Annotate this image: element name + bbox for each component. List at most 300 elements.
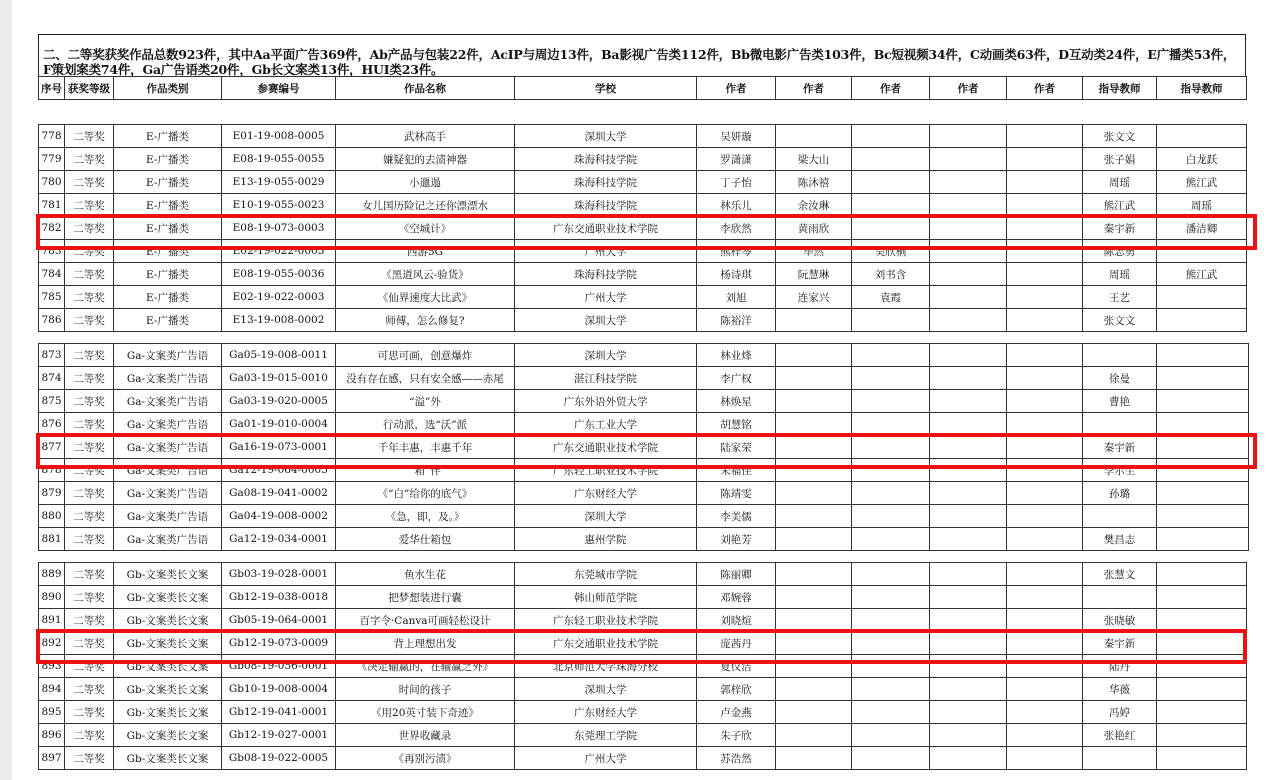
table-cell	[852, 217, 930, 240]
column-header: 作者	[1007, 77, 1083, 100]
table-cell: Gb-文案类长文案	[114, 724, 222, 747]
table-cell	[1007, 125, 1083, 148]
table-cell: E-广播类	[114, 309, 222, 332]
table-cell: Gb05-19-064-0001	[222, 609, 336, 632]
table-row	[39, 171, 1247, 194]
table-cell	[1007, 413, 1083, 436]
table-cell: Ga04-19-008-0002	[222, 505, 336, 528]
table-cell	[776, 344, 852, 367]
table-cell	[1157, 482, 1249, 505]
table-cell	[1157, 609, 1247, 632]
table-cell	[776, 528, 852, 551]
table-cell: 780	[39, 171, 65, 194]
table-cell: 刘艳芳	[697, 528, 776, 551]
table-cell: 二等奖	[65, 747, 114, 770]
table-cell: 890	[39, 586, 65, 609]
table-cell	[930, 413, 1007, 436]
table-cell: 二等奖	[65, 528, 114, 551]
table-cell: 二等奖	[65, 148, 114, 171]
table-cell: 梁大山	[776, 148, 852, 171]
table-cell	[1157, 632, 1247, 655]
table-cell	[930, 367, 1007, 390]
table-cell	[1007, 655, 1083, 678]
table-cell: Gb-文案类长文案	[114, 609, 222, 632]
table-cell	[1007, 344, 1083, 367]
table-cell	[852, 528, 930, 551]
table-cell	[1157, 390, 1249, 413]
table-cell	[852, 586, 930, 609]
table-cell: 北京师范大学珠海分校	[515, 655, 697, 678]
table-cell	[930, 724, 1007, 747]
column-header: 作品名称	[336, 77, 515, 100]
table-row	[39, 344, 1249, 367]
table-cell: 李美儒	[697, 505, 776, 528]
table-row	[39, 309, 1247, 332]
table-cell: 韩山师范学院	[515, 586, 697, 609]
table-cell	[776, 413, 852, 436]
table-cell: E08-19-055-0036	[222, 263, 336, 286]
table-row	[39, 678, 1247, 701]
table-cell	[930, 701, 1007, 724]
table-cell: Gb-文案类长文案	[114, 632, 222, 655]
table-cell: 朱子欣	[697, 724, 776, 747]
table-cell: 潘洁卿	[1157, 217, 1247, 240]
table-cell: 吴欣桐	[852, 240, 930, 263]
table-cell	[1157, 586, 1247, 609]
table-cell: 林业烽	[697, 344, 776, 367]
table-cell: 二等奖	[65, 563, 114, 586]
table-cell	[930, 286, 1007, 309]
table-cell: 广东交通职业技术学院	[515, 217, 697, 240]
table-cell	[852, 390, 930, 413]
table-cell	[776, 563, 852, 586]
table-cell: 郭梓欣	[697, 678, 776, 701]
table-cell: 卢金燕	[697, 701, 776, 724]
table-cell: 陈靖雯	[697, 482, 776, 505]
table-cell	[930, 528, 1007, 551]
table-row	[39, 240, 1247, 263]
table-cell	[930, 747, 1007, 770]
table-cell: 陈裕洋	[697, 309, 776, 332]
table-cell: Gb12-19-027-0001	[222, 724, 336, 747]
table-cell	[1007, 609, 1083, 632]
table-cell	[776, 309, 852, 332]
table-cell: 二等奖	[65, 240, 114, 263]
table-cell: 苏浩然	[697, 747, 776, 770]
table-cell: Gb10-19-008-0004	[222, 678, 336, 701]
table-cell: 徐曼	[1083, 367, 1157, 390]
table-cell	[776, 505, 852, 528]
table-cell	[852, 655, 930, 678]
table-row	[39, 390, 1249, 413]
table-cell	[1157, 125, 1247, 148]
table-cell: 邓婉蓉	[697, 586, 776, 609]
table-cell	[852, 632, 930, 655]
table-cell: 778	[39, 125, 65, 148]
table-cell: 刘晓煊	[697, 609, 776, 632]
table-cell: 千年丰惠，丰惠千年	[336, 436, 515, 459]
table-cell: 东莞城市学院	[515, 563, 697, 586]
table-cell	[1157, 724, 1247, 747]
table-cell	[930, 632, 1007, 655]
table-cell: 师傅，怎么修复?	[336, 309, 515, 332]
table-cell: 女儿国历险记之还你漂漂水	[336, 194, 515, 217]
table-cell: 张文文	[1083, 125, 1157, 148]
table-cell: 二等奖	[65, 263, 114, 286]
section-heading: 二、二等奖获奖作品总数923件，其中Aa平面广告369件，Ab产品与包装22件，AcIP与周边13件，Ba影视广告类112件，Bb微电影广告类103件，Bc短视频34件，C动画类63件，D互动类24件，E广播类53件，F策划案类74件，Ga广告语类20件，Gb长文案类13件，HUI类23件。	[38, 34, 1246, 76]
table-cell	[776, 390, 852, 413]
table-cell	[1157, 367, 1249, 390]
table-cell: 刘书含	[852, 263, 930, 286]
table-cell: 深圳大学	[515, 125, 697, 148]
table-cell: 广东财经大学	[515, 701, 697, 724]
column-header: 作者	[697, 77, 776, 100]
table-row	[39, 563, 1247, 586]
table-cell	[930, 390, 1007, 413]
table-cell: 熊梓岑	[697, 240, 776, 263]
table-cell: 880	[39, 505, 65, 528]
table-cell	[930, 655, 1007, 678]
table-cell: “箱”伴	[336, 459, 515, 482]
table-row	[39, 724, 1247, 747]
table-cell: Gb08-19-022-0005	[222, 747, 336, 770]
table-cell	[1083, 413, 1157, 436]
table-cell	[930, 194, 1007, 217]
table-cell: 《急，即，及。》	[336, 505, 515, 528]
table-row	[39, 286, 1247, 309]
table-cell: 惠州学院	[515, 528, 697, 551]
table-cell	[852, 125, 930, 148]
table-block-e	[38, 124, 1247, 332]
table-cell	[852, 609, 930, 632]
table-cell: 二等奖	[65, 344, 114, 367]
table-cell: 二等奖	[65, 125, 114, 148]
table-cell	[1007, 240, 1083, 263]
table-row	[39, 701, 1247, 724]
table-cell: 878	[39, 459, 65, 482]
table-cell: E-广播类	[114, 148, 222, 171]
table-cell: 深圳大学	[515, 309, 697, 332]
table-cell: Ga12-19-064-0005	[222, 459, 336, 482]
table-cell: E-广播类	[114, 171, 222, 194]
table-cell: 897	[39, 747, 65, 770]
table-cell: 李广权	[697, 367, 776, 390]
table-cell: 二等奖	[65, 701, 114, 724]
table-cell	[930, 171, 1007, 194]
table-cell: 二等奖	[65, 505, 114, 528]
table-cell	[852, 482, 930, 505]
table-cell: 熊江武	[1157, 263, 1247, 286]
table-cell: Ga-文案类广告语	[114, 390, 222, 413]
table-cell: E-广播类	[114, 125, 222, 148]
table-cell	[1007, 436, 1083, 459]
table-cell: 周瑶	[1157, 194, 1247, 217]
table-cell: 李尔生	[1083, 459, 1157, 482]
table-cell	[776, 724, 852, 747]
table-cell	[1157, 701, 1247, 724]
table-cell: 把梦想装进行囊	[336, 586, 515, 609]
table-cell: 二等奖	[65, 724, 114, 747]
table-cell: 爱华仕箱包	[336, 528, 515, 551]
table-cell: 广东工业大学	[515, 413, 697, 436]
column-header-row	[39, 77, 1247, 100]
table-cell: 877	[39, 436, 65, 459]
table-cell: 896	[39, 724, 65, 747]
table-cell: Gb12-19-038-0018	[222, 586, 336, 609]
table-cell: 没有存在感，只有安全感——赤尾	[336, 367, 515, 390]
table-cell: 二等奖	[65, 436, 114, 459]
table-row	[39, 655, 1247, 678]
table-cell: 二等奖	[65, 586, 114, 609]
table-cell: Gb-文案类长文案	[114, 586, 222, 609]
table-cell: 二等奖	[65, 390, 114, 413]
table-cell	[776, 678, 852, 701]
table-row	[39, 148, 1247, 171]
table-cell: E-广播类	[114, 194, 222, 217]
table-cell: 广东交通职业技术学院	[515, 632, 697, 655]
table-cell: 广州大学	[515, 286, 697, 309]
table-cell: 杨诗琪	[697, 263, 776, 286]
table-cell: Ga-文案类广告语	[114, 344, 222, 367]
table-cell: 895	[39, 701, 65, 724]
table-cell	[930, 678, 1007, 701]
table-cell: 嫌疑犯的去渍神器	[336, 148, 515, 171]
column-header: 指导教师	[1083, 77, 1157, 100]
table-cell: E01-19-008-0005	[222, 125, 336, 148]
table-cell	[1007, 459, 1083, 482]
table-cell: Ga03-19-015-0010	[222, 367, 336, 390]
table-cell: 珠海科技学院	[515, 194, 697, 217]
table-cell: 876	[39, 413, 65, 436]
table-cell: 二等奖	[65, 678, 114, 701]
table-cell	[852, 344, 930, 367]
table-cell: 二等奖	[65, 194, 114, 217]
table-row	[39, 505, 1249, 528]
table-cell: 广州大学	[515, 240, 697, 263]
table-row	[39, 609, 1247, 632]
table-cell	[1007, 678, 1083, 701]
table-cell: 世界收藏录	[336, 724, 515, 747]
table-cell	[776, 701, 852, 724]
table-cell	[776, 125, 852, 148]
column-header: 参赛编号	[222, 77, 336, 100]
table-cell	[930, 459, 1007, 482]
table-cell	[852, 436, 930, 459]
table-cell: 周瑶	[1083, 171, 1157, 194]
table-cell: 二等奖	[65, 217, 114, 240]
table-row	[39, 482, 1249, 505]
table-cell	[1083, 747, 1157, 770]
table-cell: E-广播类	[114, 286, 222, 309]
table-cell	[1007, 194, 1083, 217]
table-cell: 894	[39, 678, 65, 701]
table-cell	[776, 586, 852, 609]
table-cell	[1007, 171, 1083, 194]
table-ga-slogan	[38, 343, 1249, 551]
table-cell: 879	[39, 482, 65, 505]
table-cell: 毕然	[776, 240, 852, 263]
table-cell: 《再别污渍》	[336, 747, 515, 770]
table-cell: 张子娟	[1083, 148, 1157, 171]
table-cell: 东莞理工学院	[515, 724, 697, 747]
column-header: 序号	[39, 77, 65, 100]
table-cell: “溢”外	[336, 390, 515, 413]
table-cell: 张慧文	[1083, 563, 1157, 586]
table-cell: E10-19-055-0023	[222, 194, 336, 217]
table-cell: 二等奖	[65, 286, 114, 309]
table-cell: 林焕星	[697, 390, 776, 413]
table-cell	[1157, 505, 1249, 528]
table-cell: 二等奖	[65, 459, 114, 482]
table-cell: 《空城计》	[336, 217, 515, 240]
table-cell: 二等奖	[65, 413, 114, 436]
table-cell	[852, 459, 930, 482]
table-cell	[1007, 390, 1083, 413]
table-cell	[852, 678, 930, 701]
table-cell	[930, 586, 1007, 609]
table-cell	[930, 436, 1007, 459]
table-row	[39, 194, 1247, 217]
table-cell: 白龙跃	[1157, 148, 1247, 171]
table-cell	[930, 263, 1007, 286]
table-cell	[1007, 286, 1083, 309]
table-cell: 武林高手	[336, 125, 515, 148]
table-cell	[852, 563, 930, 586]
table-cell: E-广播类	[114, 240, 222, 263]
table-cell	[930, 344, 1007, 367]
table-row	[39, 586, 1247, 609]
table-cell: Gb08-19-056-0001	[222, 655, 336, 678]
table-cell: 786	[39, 309, 65, 332]
table-cell	[1157, 747, 1247, 770]
table-cell	[1157, 678, 1247, 701]
table-cell: 873	[39, 344, 65, 367]
table-cell	[852, 367, 930, 390]
table-cell: 张文文	[1083, 309, 1157, 332]
table-cell	[1007, 528, 1083, 551]
table-cell: E13-19-008-0002	[222, 309, 336, 332]
table-cell: 刘旭	[697, 286, 776, 309]
table-row	[39, 528, 1249, 551]
table-cell	[1157, 459, 1249, 482]
table-cell	[1007, 586, 1083, 609]
table-cell: 百字令·Canva可画轻松设计	[336, 609, 515, 632]
table-row	[39, 747, 1247, 770]
table-cell: 893	[39, 655, 65, 678]
table-cell: E-广播类	[114, 263, 222, 286]
table-cell: 891	[39, 609, 65, 632]
table-cell: Gb-文案类长文案	[114, 655, 222, 678]
table-cell	[1157, 240, 1247, 263]
column-header: 学校	[515, 77, 697, 100]
table-cell	[1007, 367, 1083, 390]
table-cell: 892	[39, 632, 65, 655]
table-block-ga	[38, 343, 1248, 551]
column-header: 作者	[930, 77, 1007, 100]
table-cell	[930, 148, 1007, 171]
column-header: 获奖等级	[65, 77, 114, 100]
table-cell	[776, 436, 852, 459]
table-cell	[852, 194, 930, 217]
table-cell: 李欣然	[697, 217, 776, 240]
table-cell	[776, 747, 852, 770]
table-cell	[1007, 632, 1083, 655]
table-row	[39, 263, 1247, 286]
table-cell	[1157, 528, 1249, 551]
table-cell: Ga03-19-020-0005	[222, 390, 336, 413]
table-cell	[776, 655, 852, 678]
table-cell: 广东交通职业技术学院	[515, 436, 697, 459]
table-cell	[1007, 309, 1083, 332]
table-cell: Gb03-19-028-0001	[222, 563, 336, 586]
table-cell: 西游5G	[336, 240, 515, 263]
table-cell	[1157, 286, 1247, 309]
table-cell: E-广播类	[114, 217, 222, 240]
table-cell: 二等奖	[65, 482, 114, 505]
table-cell: 875	[39, 390, 65, 413]
table-cell: 黄雨欣	[776, 217, 852, 240]
table-cell: 秦宇新	[1083, 436, 1157, 459]
table-cell	[930, 125, 1007, 148]
table-cell: E02-19-022-0005	[222, 240, 336, 263]
table-cell	[1007, 505, 1083, 528]
table-cell: 秦宇新	[1083, 217, 1157, 240]
table-cell: 珠海科技学院	[515, 171, 697, 194]
column-header: 指导教师	[1157, 77, 1247, 100]
table-cell: 余汝琳	[776, 194, 852, 217]
table-cell	[1157, 436, 1249, 459]
table-cell: 二等奖	[65, 632, 114, 655]
table-cell	[1007, 263, 1083, 286]
table-cell: 深圳大学	[515, 678, 697, 701]
table-cell: Ga-文案类广告语	[114, 367, 222, 390]
table-cell: 陈丽卿	[697, 563, 776, 586]
table-row	[39, 436, 1249, 459]
table-cell: 连家兴	[776, 286, 852, 309]
table-cell: 889	[39, 563, 65, 586]
table-block-gb	[38, 562, 1246, 770]
table-cell	[852, 148, 930, 171]
table-cell: 阮慧琳	[776, 263, 852, 286]
table-cell: Gb-文案类长文案	[114, 563, 222, 586]
table-e-broadcast	[38, 124, 1247, 332]
table-cell: 874	[39, 367, 65, 390]
table-cell: Ga-文案类广告语	[114, 505, 222, 528]
table-cell: 广东轻工职业技术学院	[515, 609, 697, 632]
table-cell: 《黑道风云-验货》	[336, 263, 515, 286]
table-cell: E02-19-022-0003	[222, 286, 336, 309]
table-row	[39, 413, 1249, 436]
table-cell: 孙璐	[1083, 482, 1157, 505]
column-header: 作者	[776, 77, 852, 100]
table-cell: Ga-文案类广告语	[114, 459, 222, 482]
table-cell: 秦宇新	[1083, 632, 1157, 655]
table-cell: Gb12-19-073-0009	[222, 632, 336, 655]
table-cell: 夏仪洁	[697, 655, 776, 678]
table-cell	[1007, 747, 1083, 770]
table-cell: 行动派，选“沃”派	[336, 413, 515, 436]
column-header: 作者	[852, 77, 930, 100]
table-cell: 珠海科技学院	[515, 263, 697, 286]
table-cell: 《仙界速度大比武》	[336, 286, 515, 309]
table-cell: 鱼水生花	[336, 563, 515, 586]
table-cell: Ga01-19-010-0004	[222, 413, 336, 436]
table-cell: E13-19-055-0029	[222, 171, 336, 194]
table-cell: 小邋遢	[336, 171, 515, 194]
table-cell: 熊江武	[1083, 194, 1157, 217]
table-cell: Ga16-19-073-0001	[222, 436, 336, 459]
table-cell: 可思可画，创意爆炸	[336, 344, 515, 367]
